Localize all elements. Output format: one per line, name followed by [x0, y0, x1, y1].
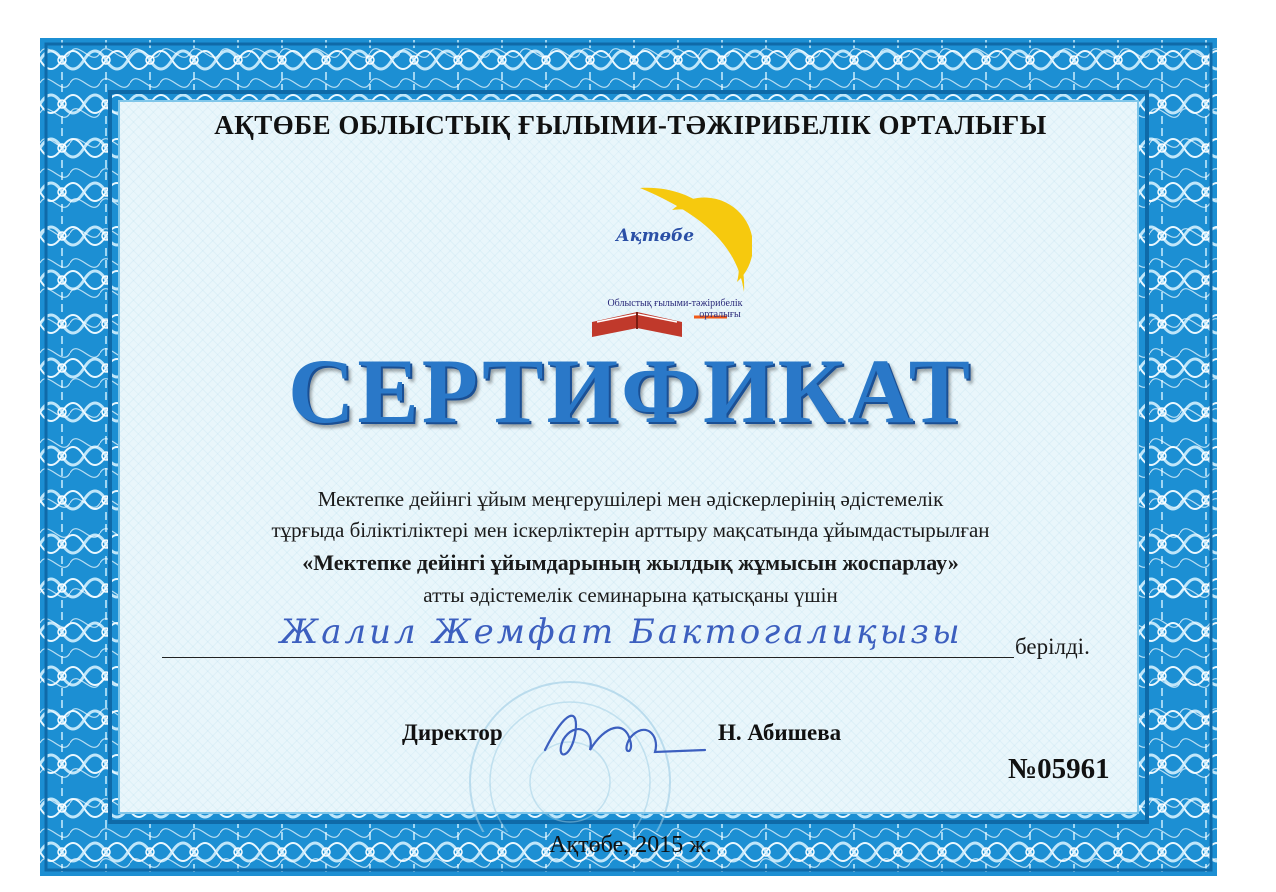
- organization-title: АҚТӨБЕ ОБЛЫСТЫҚ ҒЫЛЫМИ-ТӘЖІРИБЕЛІК ОРТАЛЫҒЫ: [214, 110, 1047, 140]
- logo-caption-line2: орталығы: [699, 309, 741, 320]
- logo-caption: [575, 298, 775, 320]
- director-signature-icon: [535, 700, 715, 770]
- director-label: Директор: [402, 720, 503, 745]
- certificate-title: СЕРТИФИКАТ: [287, 340, 974, 442]
- awarded-text: берілді.: [1015, 634, 1090, 659]
- certificate-body: [118, 100, 1139, 858]
- body-text-line-4: атты әдістемелік семинарына қатысқаны үшін: [423, 583, 838, 607]
- certificate-number: №05961: [1008, 753, 1110, 785]
- body-text-line-2: тұрғыда біліктіліктері мен іскерліктерін арттыру мақсатында ұйымдастырылған: [271, 518, 990, 542]
- body-text-line-1: Мектепке дейінгі ұйым меңгерушілері мен әдіскерлерінің әдістемелік: [317, 487, 944, 511]
- logo-script-text: Ақтөбе: [615, 226, 695, 246]
- director-name: Н. Абишева: [718, 720, 842, 745]
- certificate: [40, 38, 1217, 876]
- logo-caption-line1: Облыстық ғылыми-тәжірибелік: [607, 298, 743, 309]
- seminar-title: «Мектепке дейінгі ұйымдарының жылдық жұмысын жоспарлау»: [302, 550, 959, 575]
- recipient-name-handwritten: Жалил Жемфат Бактогалиқызы: [280, 612, 963, 652]
- recipient-underline: [162, 657, 1014, 658]
- city-and-year: Ақтөбе, 2015 ж.: [549, 832, 712, 858]
